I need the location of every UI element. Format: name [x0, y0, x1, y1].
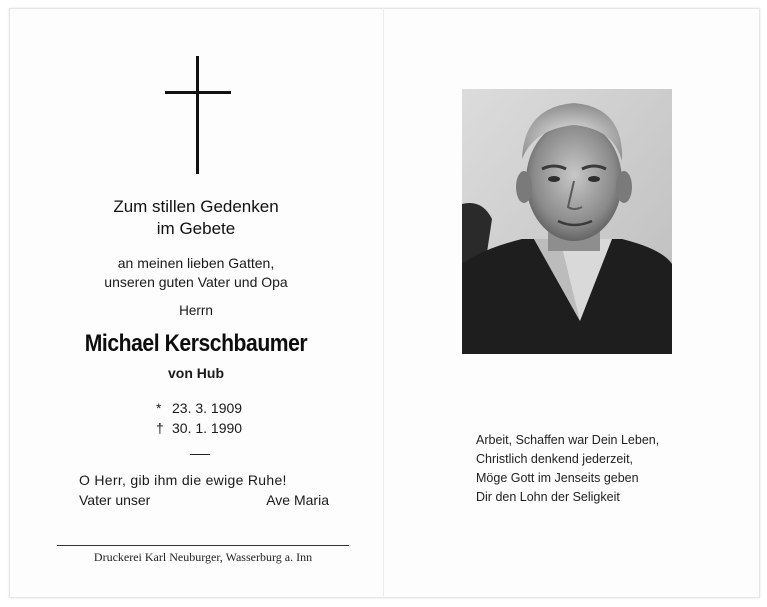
prayer-right: Ave Maria — [266, 492, 329, 508]
verse-line-2: Christlich denkend jederzeit, — [476, 452, 634, 466]
printer-divider — [57, 545, 349, 546]
verse-line-3: Möge Gott im Jenseits geben — [476, 471, 639, 485]
birth-date: 23. 3. 1909 — [172, 400, 243, 416]
birth-symbol: * — [156, 400, 162, 416]
death-date: 30. 1. 1990 — [172, 420, 243, 436]
prayer-row — [79, 491, 329, 510]
dedication — [9, 254, 383, 292]
heading-line-1: Zum stillen Gedenken — [113, 197, 279, 216]
left-panel — [9, 8, 383, 596]
right-panel — [384, 8, 758, 596]
portrait-photo — [462, 89, 672, 354]
verse — [476, 431, 659, 507]
prayer-left: Vater unser — [79, 492, 151, 508]
verse-line-1: Arbeit, Schaffen war Dein Leben, — [476, 433, 660, 447]
portrait-image — [462, 89, 672, 354]
death-date-row — [156, 419, 242, 437]
divider — [190, 454, 210, 455]
birth-date-row — [156, 399, 242, 417]
salutation: Herrn — [179, 303, 213, 318]
deceased-name: Michael Kerschbaumer — [84, 330, 308, 357]
dedication-line-1: an meinen lieben Gatten, — [117, 255, 275, 271]
death-symbol: † — [156, 420, 164, 436]
heading-line-2: im Gebete — [156, 219, 236, 238]
verse-line-4: Dir den Lohn der Seligkeit — [476, 490, 620, 504]
cross-icon — [165, 56, 231, 174]
dedication-line-2: unseren guten Vater und Opa — [104, 274, 288, 290]
printer-credit: Druckerei Karl Neuburger, Wasserburg a. Inn — [93, 550, 313, 564]
deceased-place: von Hub — [168, 365, 224, 381]
prayer-line: O Herr, gib ihm die ewige Ruhe! — [79, 472, 287, 488]
